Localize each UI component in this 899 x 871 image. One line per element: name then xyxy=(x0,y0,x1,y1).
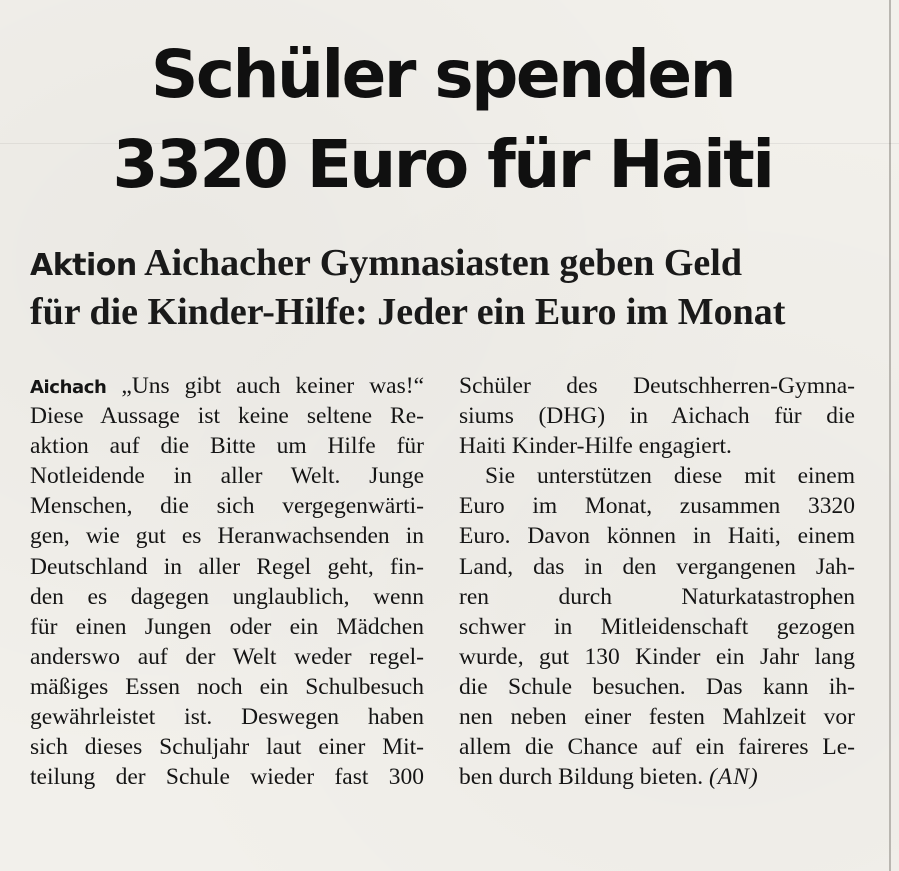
subhead-line-2: für die Kinder-Hilfe: Jeder ein Euro im Monat xyxy=(30,291,786,333)
body-line-text: „Uns gibt auch keiner was!“ xyxy=(106,373,424,399)
body-line: Diese Aussage ist keine seltene Re- xyxy=(30,403,424,430)
headline-line-2: 3320 Euro für Haiti xyxy=(112,126,773,203)
author-tag: (AN) xyxy=(708,764,759,791)
body-line xyxy=(30,371,424,401)
body-line: Land, das in den vergangenen Jah- xyxy=(459,553,855,580)
body-line: gen, wie gut es Heranwachsenden in xyxy=(30,523,424,550)
body-line: anderswo auf der Welt weder regel- xyxy=(30,643,424,670)
body-line: schwer in Mitleidenschaft gezogen xyxy=(459,613,855,640)
body-line: sich dieses Schuljahr laut einer Mit- xyxy=(30,734,424,761)
article-column-left xyxy=(30,371,424,792)
body-line: Menschen, die sich vergegenwärti- xyxy=(30,493,424,520)
article-column-right xyxy=(459,371,855,792)
clipping-edge xyxy=(889,0,891,871)
article-headline xyxy=(0,30,885,210)
body-line: Schüler des Deutschherren-Gymna- xyxy=(459,373,855,399)
body-line: Deutschland in aller Regel geht, fin- xyxy=(30,553,424,580)
body-line: den es dagegen unglaublich, wenn xyxy=(30,583,424,610)
body-line: allem die Chance auf ein faireres Le- xyxy=(459,734,855,761)
dateline: Aichach xyxy=(30,377,107,398)
body-line: Notleidende in aller Welt. Junge xyxy=(30,463,424,490)
body-line: siums (DHG) in Aichach für die xyxy=(459,403,855,430)
body-line: Euro. Davon können in Haiti, einem xyxy=(459,523,855,550)
body-line xyxy=(459,762,855,792)
article-subheadline xyxy=(30,240,870,335)
body-line: teilung der Schule wieder fast 300 xyxy=(30,764,424,791)
body-line: die Schule besuchen. Das kann ih- xyxy=(459,673,855,700)
body-line: Sie unterstützen diese mit einem xyxy=(485,463,855,490)
body-line-text: ben durch Bildung bieten. xyxy=(459,764,709,791)
body-line: für einen Jungen oder ein Mädchen xyxy=(30,613,424,640)
body-line: Haiti Kinder-Hilfe engagiert. xyxy=(459,433,732,460)
body-line: aktion auf die Bitte um Hilfe für xyxy=(30,433,424,460)
body-line: nen neben einer festen Mahlzeit vor xyxy=(459,704,855,731)
headline-line-1: Schüler spenden xyxy=(150,36,735,113)
subhead-kicker: Aktion xyxy=(30,248,137,283)
subhead-line-1-text: Aichacher Gymnasiasten geben Geld xyxy=(136,242,742,284)
body-line: gewährleistet ist. Deswegen haben xyxy=(30,704,424,731)
body-line: wurde, gut 130 Kinder ein Jahr lang xyxy=(459,643,855,670)
body-line: mäßiges Essen noch ein Schulbesuch xyxy=(30,673,424,700)
subhead-line-1 xyxy=(30,240,870,289)
body-line: ren durch Naturkatastrophen xyxy=(459,583,855,610)
body-line: Euro im Monat, zusammen 3320 xyxy=(459,493,855,520)
